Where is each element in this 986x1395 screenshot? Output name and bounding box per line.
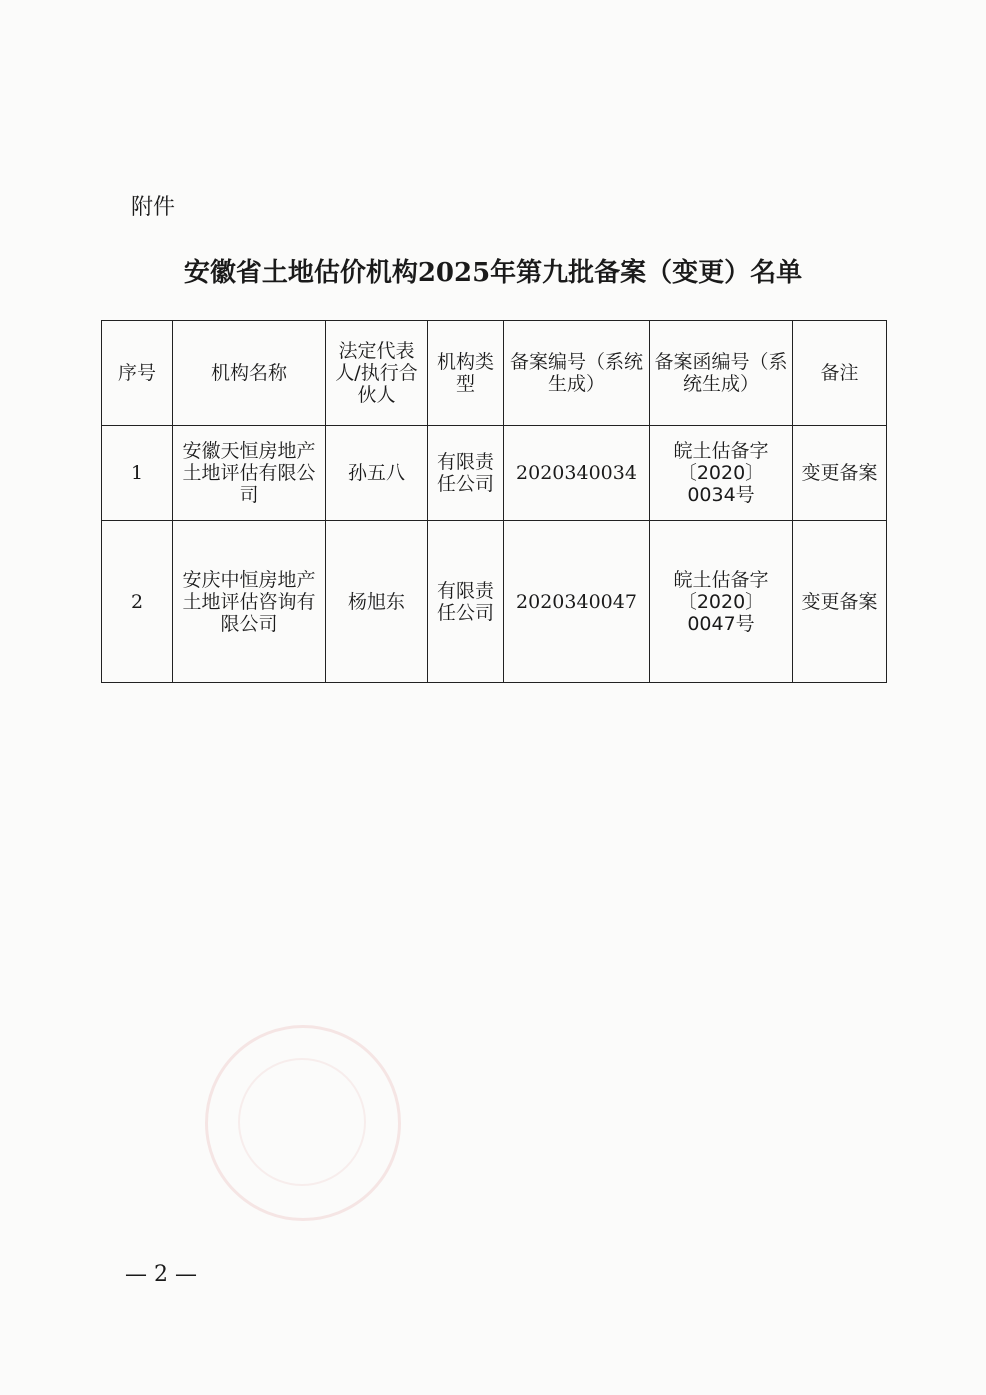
attachment-label: 附件 [131, 195, 176, 220]
row-legal-rep: 杨旭东 [326, 521, 428, 683]
header-org-type: 机构类型 [428, 321, 504, 426]
page-number: — 2 — [125, 1262, 197, 1287]
row-org-name: 安徽天恒房地产土地评估有限公司 [173, 426, 326, 521]
row-letter-no: 皖土估备字〔2020〕0034号 [650, 426, 793, 521]
row-org-type: 有限责任公司 [428, 521, 504, 683]
row-record-no: 2020340047 [504, 521, 650, 683]
table-row [102, 521, 887, 683]
row-org-name: 安庆中恒房地产土地评估咨询有限公司 [173, 521, 326, 683]
table-header-row [102, 321, 887, 426]
row-remark: 变更备案 [793, 426, 887, 521]
seal-inner-ring [238, 1058, 366, 1186]
header-legal-rep: 法定代表人/执行合伙人 [326, 321, 428, 426]
row-legal-rep: 孙五八 [326, 426, 428, 521]
row-index: 2 [102, 521, 173, 683]
header-record-no: 备案编号（系统生成） [504, 321, 650, 426]
row-record-no: 2020340034 [504, 426, 650, 521]
faded-seal-stamp [205, 1025, 401, 1221]
row-org-type: 有限责任公司 [428, 426, 504, 521]
record-table [101, 320, 887, 683]
header-index: 序号 [102, 321, 173, 426]
row-letter-no: 皖土估备字〔2020〕0047号 [650, 521, 793, 683]
row-index: 1 [102, 426, 173, 521]
row-remark: 变更备案 [793, 521, 887, 683]
document-title: 安徽省土地估价机构2025年第九批备案（变更）名单 [183, 258, 803, 288]
header-org-name: 机构名称 [173, 321, 326, 426]
table-row [102, 426, 887, 521]
header-letter-no: 备案函编号（系统生成） [650, 321, 793, 426]
header-remark: 备注 [793, 321, 887, 426]
